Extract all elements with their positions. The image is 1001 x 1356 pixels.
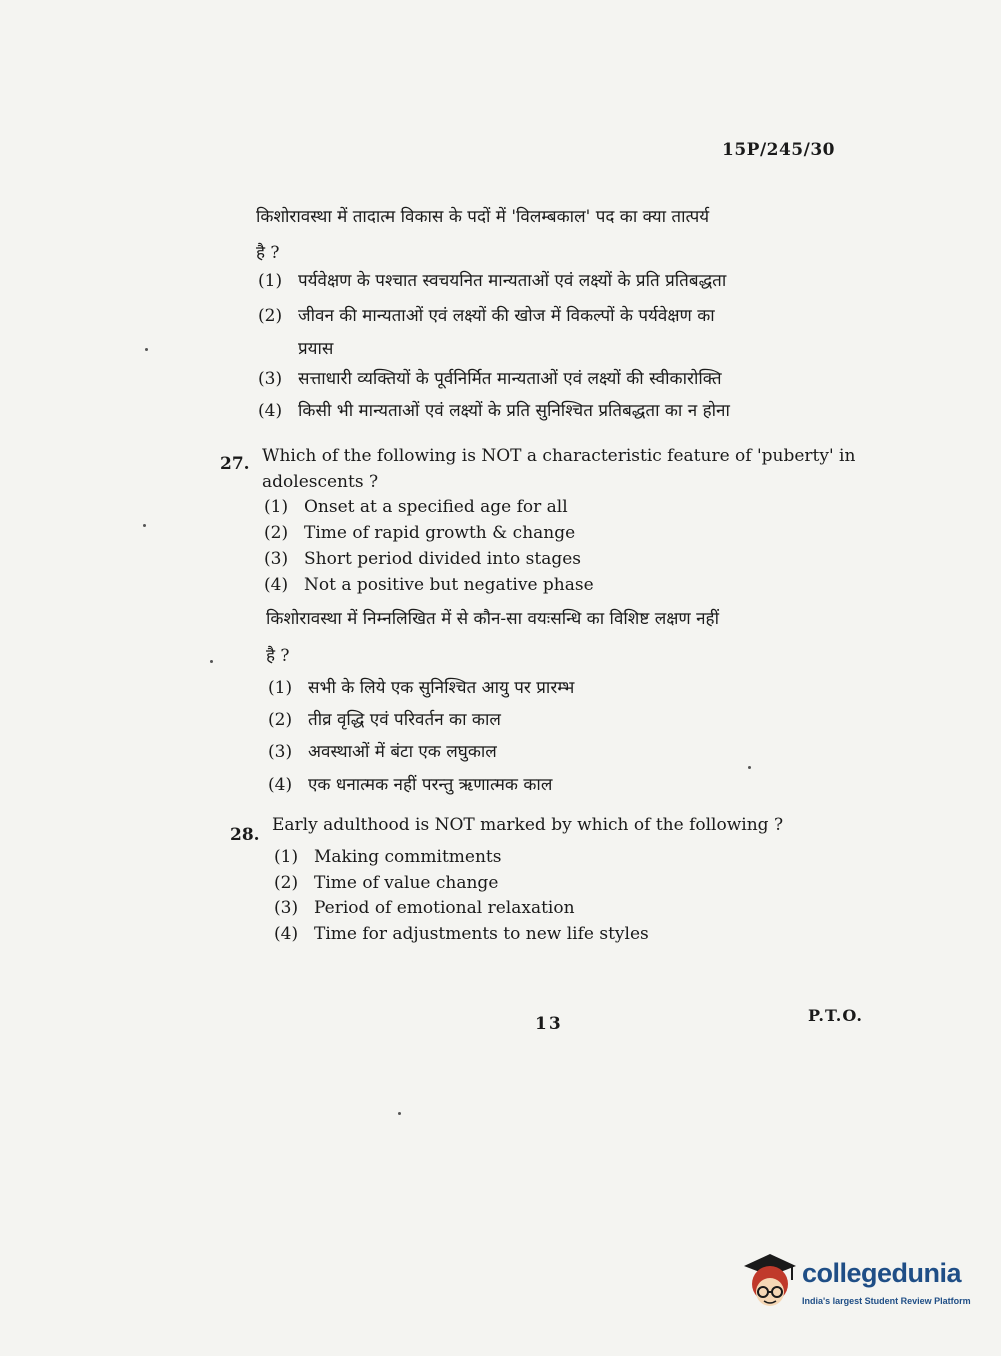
q27-option	[264, 549, 581, 569]
q26-hindi-option	[258, 398, 730, 421]
brand-tagline: India's largest Student Review Platform	[802, 1296, 971, 1306]
option-number: (4)	[274, 924, 299, 944]
option-text: Not a positive but negative phase	[304, 575, 594, 595]
q27-option	[264, 523, 575, 543]
q27-stem-line2: adolescents ?	[262, 472, 379, 492]
option-number: (2)	[274, 873, 299, 893]
paper-code: 15P/245/30	[722, 140, 836, 160]
option-text: Period of emotional relaxation	[314, 898, 575, 918]
q26-hindi-option	[258, 336, 333, 359]
option-text: Onset at a specified age for all	[304, 497, 568, 517]
option-number: (1)	[264, 497, 289, 517]
q28-stem: Early adulthood is NOT marked by which of the following ?	[272, 815, 784, 835]
q27-hindi-option	[268, 772, 552, 795]
q26-hindi-stem-line1: किशोरावस्था में तादात्म विकास के पदों में 'विलम्बकाल' पद का क्या तात्पर्य	[256, 207, 710, 227]
option-number: (4)	[264, 575, 289, 595]
option-text: एक धनात्मक नहीं परन्तु ऋणात्मक काल	[308, 775, 553, 795]
option-number: (2)	[268, 710, 293, 730]
q26-hindi-option	[258, 268, 726, 291]
option-text: सभी के लिये एक सुनिश्चित आयु पर प्रारम्भ	[308, 678, 575, 698]
option-number: (3)	[264, 549, 289, 569]
q27-option	[264, 575, 594, 595]
option-number: (4)	[258, 401, 283, 421]
mascot-icon	[740, 1250, 798, 1312]
scan-speck	[143, 524, 146, 527]
q27-number: 27.	[220, 454, 250, 474]
option-text: किसी भी मान्यताओं एवं लक्ष्यों के प्रति सुनिश्चित प्रतिबद्धता का न होना	[298, 401, 730, 421]
q27-hindi-stem-line1: किशोरावस्था में निम्नलिखित में से कौन-सा वयःसन्धि का विशिष्ट लक्षण नहीं	[266, 609, 719, 629]
option-text: Time of rapid growth & change	[304, 523, 576, 543]
option-number: (3)	[268, 742, 293, 762]
q26-hindi-option	[258, 366, 722, 389]
brand-name: collegedunia	[802, 1258, 962, 1288]
q26-hindi-stem-line2: है ?	[256, 243, 280, 263]
q26-hindi-option	[258, 303, 715, 326]
q27-option	[264, 497, 568, 517]
scan-speck	[748, 766, 751, 769]
collegedunia-logo	[740, 1250, 970, 1320]
q28-option	[274, 924, 649, 944]
scan-speck	[145, 348, 148, 351]
page-number: 13	[535, 1014, 563, 1034]
option-number: (4)	[268, 775, 293, 795]
option-text: अवस्थाओं में बंटा एक लघुकाल	[308, 742, 497, 762]
q27-hindi-option	[268, 739, 497, 762]
option-number: (1)	[258, 271, 283, 291]
q28-number: 28.	[230, 825, 260, 845]
option-number: (2)	[258, 306, 283, 326]
option-text: तीव्र वृद्धि एवं परिवर्तन का काल	[308, 710, 501, 730]
option-number: (1)	[268, 678, 293, 698]
option-text: सत्ताधारी व्यक्तियों के पूर्वनिर्मित मान्यताओं एवं लक्ष्यों की स्वीकारोक्ति	[298, 369, 722, 389]
q27-hindi-stem-line2: है ?	[266, 646, 290, 666]
option-text: प्रयास	[298, 339, 334, 359]
q28-option	[274, 847, 501, 867]
option-text: जीवन की मान्यताओं एवं लक्ष्यों की खोज में विकल्पों के पर्यवेक्षण का	[298, 306, 715, 326]
option-number: (3)	[258, 369, 283, 389]
option-text: पर्यवेक्षण के पश्चात स्वचयनित मान्यताओं एवं लक्ष्यों के प्रति प्रतिबद्धता	[298, 271, 727, 291]
option-text: Making commitments	[314, 847, 502, 867]
option-text: Time of value change	[314, 873, 499, 893]
option-number: (2)	[264, 523, 289, 543]
option-number: (1)	[274, 847, 299, 867]
option-text: Short period divided into stages	[304, 549, 582, 569]
pto-label: P.T.O.	[808, 1006, 863, 1025]
q28-option	[274, 873, 498, 893]
q27-hindi-option	[268, 675, 574, 698]
q28-option	[274, 898, 575, 918]
option-text: Time for adjustments to new life styles	[314, 924, 649, 944]
q27-stem-line1: Which of the following is NOT a characteristic feature of 'puberty' in	[262, 446, 856, 466]
option-number: (3)	[274, 898, 299, 918]
scan-speck	[398, 1112, 401, 1115]
q27-hindi-option	[268, 707, 501, 730]
scan-speck	[210, 660, 213, 663]
